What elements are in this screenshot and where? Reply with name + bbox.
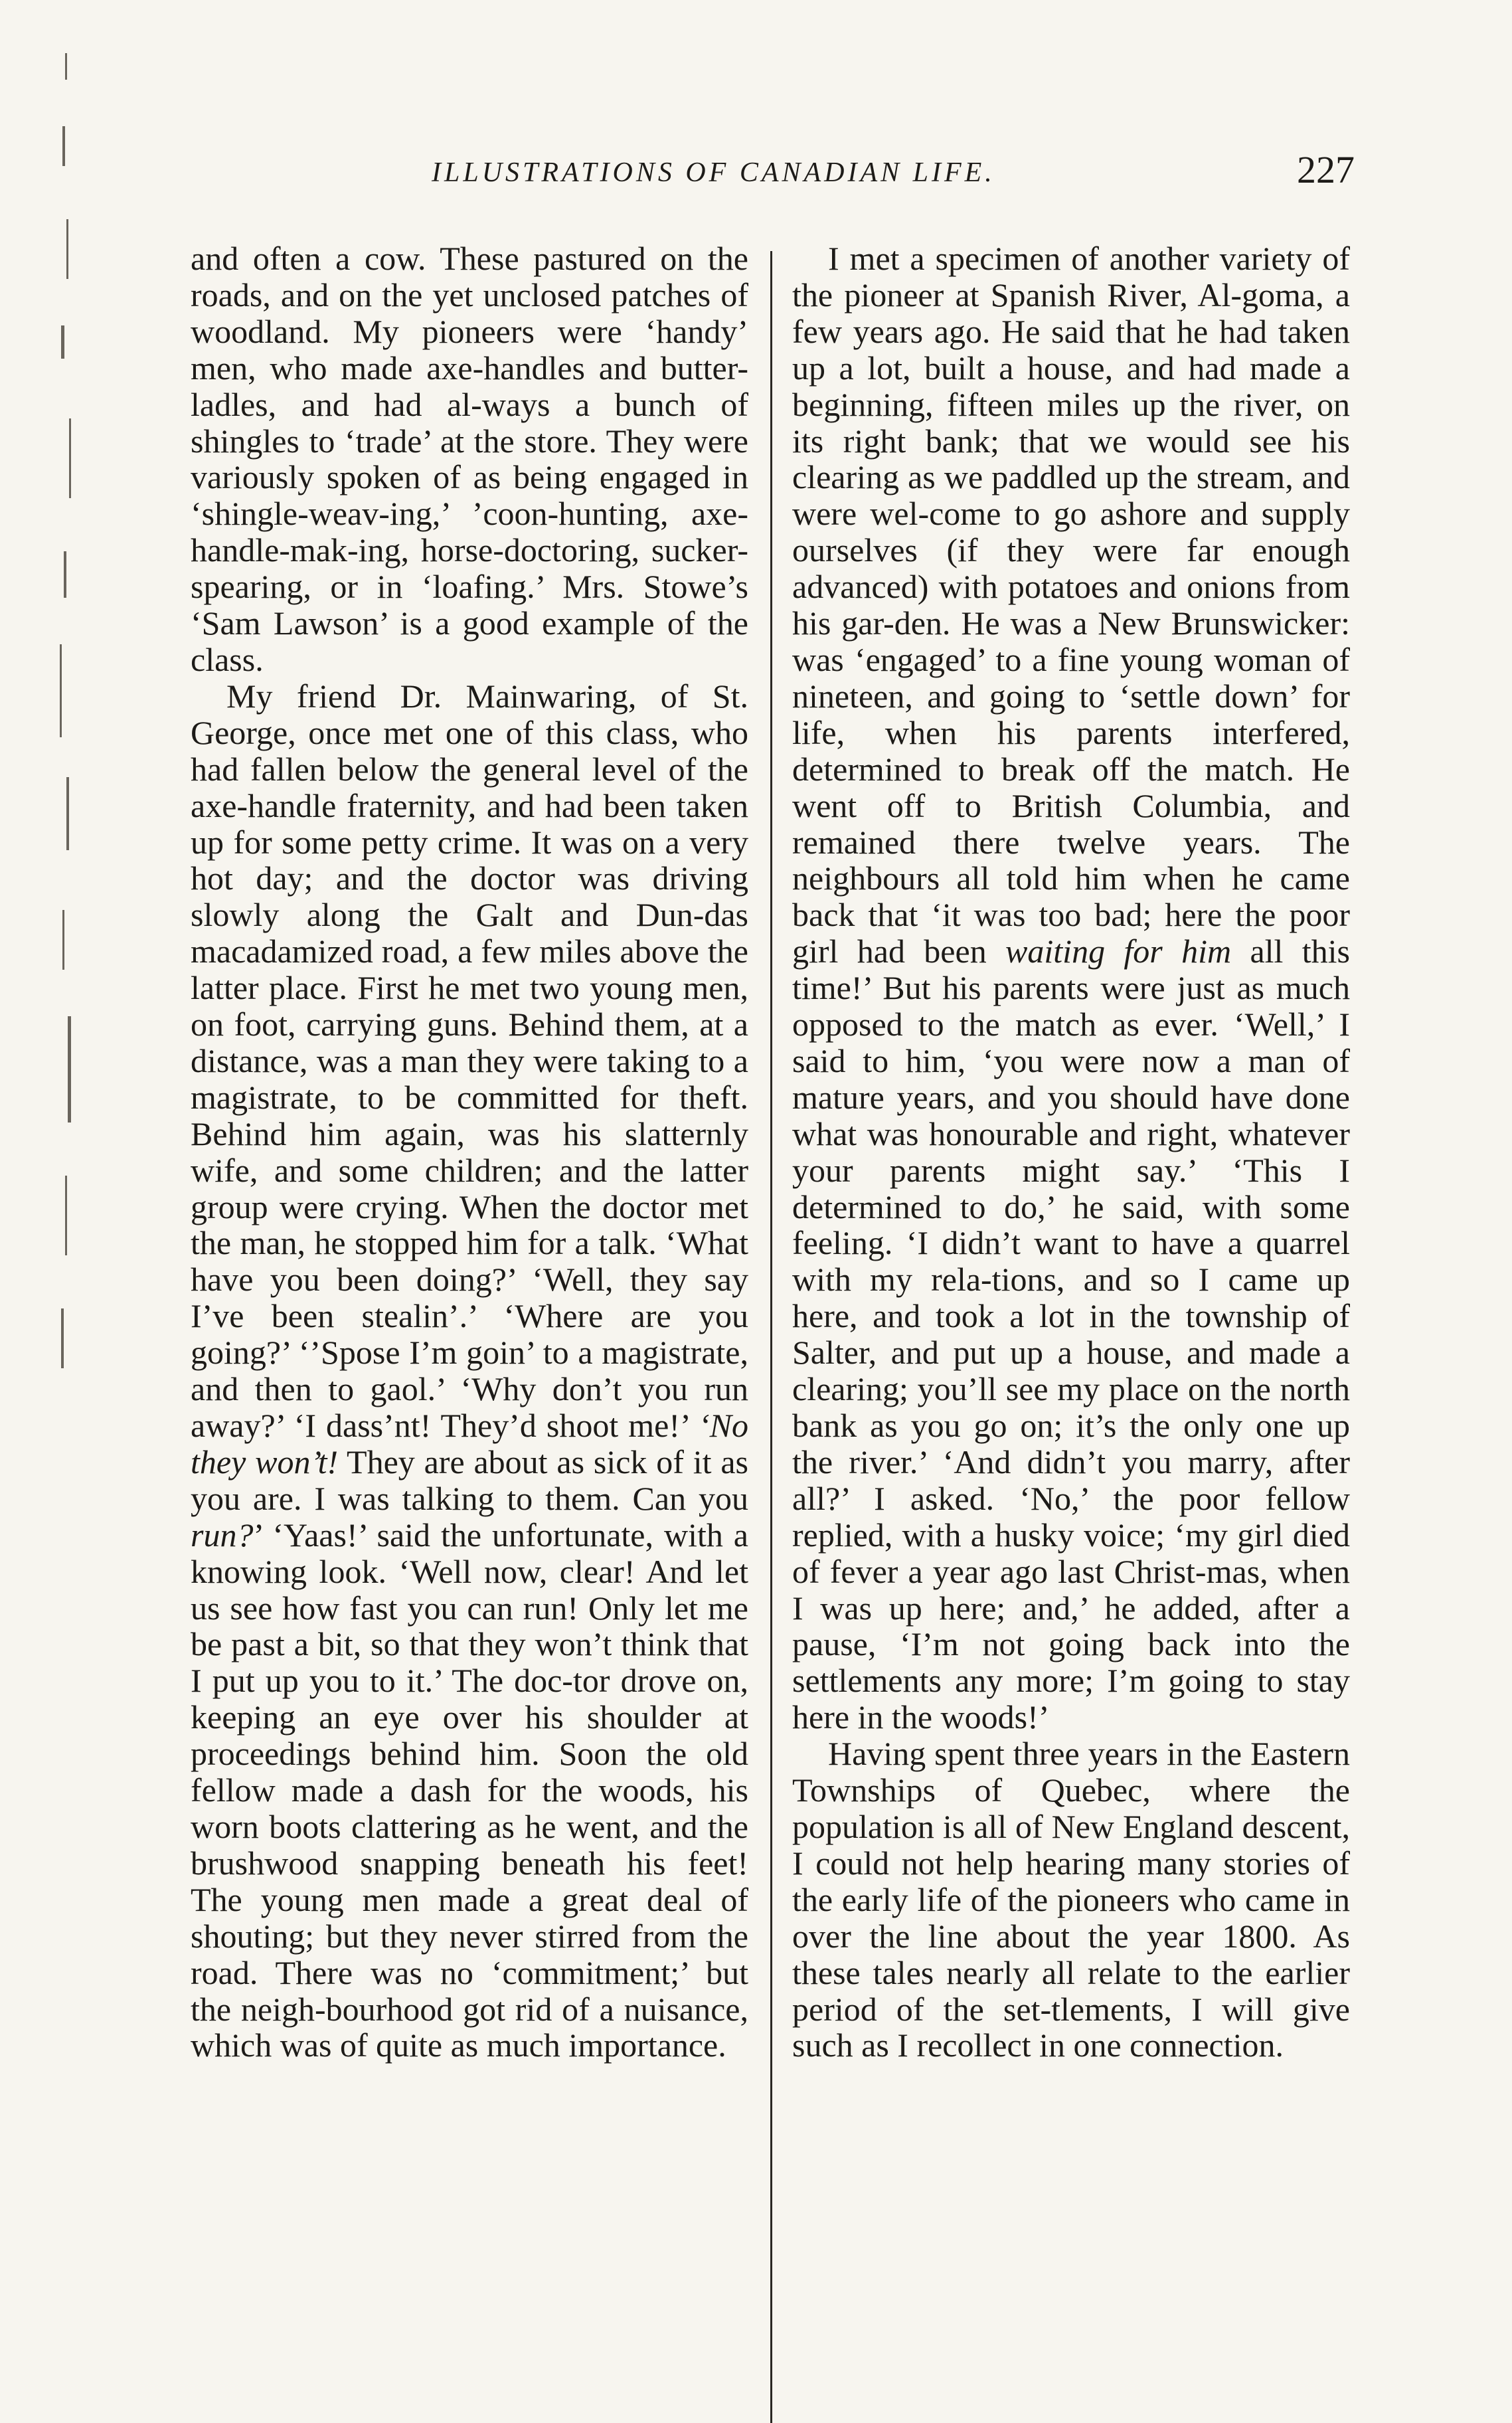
running-title: ILLUSTRATIONS OF CANADIAN LIFE. bbox=[432, 157, 995, 188]
left-paragraph-2-text-a: My friend Dr. Mainwaring, of St. George, once met one of this class, who had fallen below the general level of the axe-handle fraternity, and had been taken up for some petty crime. It was on a very hot day; and the doctor was driving slowly along the Galt and Dun-das macadamized road, a few miles above the latter place. First he met two young men, on foot, carrying guns. Behind them, at a distance, was a man they were taking to a magistrate, to be committed for theft. Behind him again, was his slatternly wife, and some children; and the latter group were crying. When the doctor met the man, he stopped him for a talk. ‘What have you been doing?’ ‘Well, they say I’ve been stealin’.’ ‘Where are you going?’ ‘’Spose I’m goin’ to a magistrate, and then to gaol.’ ‘Why don’t you run away?’ ‘I dass’nt! They’d shoot me!’ bbox=[191, 677, 748, 1444]
right-paragraph-2: Having spent three years in the Eastern Townships of Quebec, where the population is all of New England descent, I could not help hearing many stories of the early life of the pioneers who came in over the line about the year 1800. As these tales nearly all relate to the earlier period of the set-tlements, I will give such as I recollect in one connection. bbox=[792, 1735, 1350, 2064]
left-paragraph-2-emphasis-1: ‘No they won’t! bbox=[191, 1407, 748, 1481]
right-paragraph-1-text-b: all this time!’ But his parents were just as much opposed to the match as ever. ‘Well,’ I said to him, ‘you were now a man of mature years, and you should have done what was honourable and right, whatever your parents might say.’ ‘This I determined to do,’ he said, with some feeling. ‘I didn’t want to have a quarrel with my rela-tions, and so I came up here, and took a lot in the township of Salter, and put up a house, and made a clearing; you’ll see my place on the north bank as you go on; it’s the only one up the river.’ ‘And didn’t you marry, after all?’ I asked. ‘No,’ the poor fellow replied, with a husky voice; ‘my girl died of fever a year ago last Christ-mas, when I was up here; and,’ he added, after a pause, ‘I’m not going back into the settlements any more; I’m going to stay here in the woods!’ bbox=[792, 933, 1351, 1736]
page-number: 227 bbox=[1297, 148, 1355, 191]
left-paragraph-2-text-c: ’ ‘Yaas!’ said the unfortunate, with a knowing look. ‘Well now, clear! And let us see how fast you can run! Only let me be past a bit, so that they won’t think that I put up you to it.’ The doc-tor drove on, keeping an eye over his shoulder at proceedings behind him. Soon the old fellow made a dash for the woods, his worn boots clattering as he went, and the brushwood snapping beneath his feet! The young men made a great deal of shouting; but they never stirred from the road. There was no ‘commitment;’ but the neigh-bourhood got rid of a nuisance, which was of quite as much importance. bbox=[191, 1516, 748, 2064]
right-paragraph-1-text-a: I met a specimen of another variety of the pioneer at Spanish River, Al-goma, a few years ago. He said that he had taken up a lot, built a house, and had made a beginning, fifteen miles up the river, on its right bank; that we would see his clearing as we paddled up the stream, and were wel-come to go ashore and supply ourselves (if they were far enough advanced) with potatoes and onions from his gar-den. He was a New Brunswicker: was ‘engaged’ to a fine young woman of nineteen, and going to ‘settle down’ for life, when his parents interfered, determined to break off the match. He went off to British Columbia, and remained there twelve years. The neighbours all told him when he came back that ‘it was too bad; here the poor girl had been bbox=[792, 240, 1350, 970]
binding-edge-speckle bbox=[46, 46, 80, 1441]
left-column bbox=[191, 240, 748, 2064]
left-paragraph-2 bbox=[191, 678, 748, 2064]
left-paragraph-2-text-b: They are about as sick of it as you are. I was talking to them. Can you bbox=[191, 1443, 748, 1517]
left-paragraph-1: and often a cow. These pastured on the roads, and on the yet unclosed patches of woodland. My pioneers were ‘handy’ men, who made axe-handles and butter-ladles, and had al-ways a bunch of shingles to ‘trade’ at the store. They were variously spoken of as being engaged in ‘shingle-weav-ing,’ ’coon-hunting, axe-handle-mak-ing, horse-doctoring, sucker-spearing, or in ‘loafing.’ Mrs. Stowe’s ‘Sam Lawson’ is a good example of the class. bbox=[191, 240, 748, 678]
right-column bbox=[792, 240, 1350, 2064]
page-header bbox=[432, 147, 1355, 207]
right-paragraph-1-emphasis: waiting for him bbox=[1005, 933, 1232, 970]
left-paragraph-2-emphasis-2: run? bbox=[191, 1516, 254, 1554]
column-divider bbox=[770, 251, 772, 2423]
right-paragraph-1 bbox=[792, 240, 1350, 1736]
